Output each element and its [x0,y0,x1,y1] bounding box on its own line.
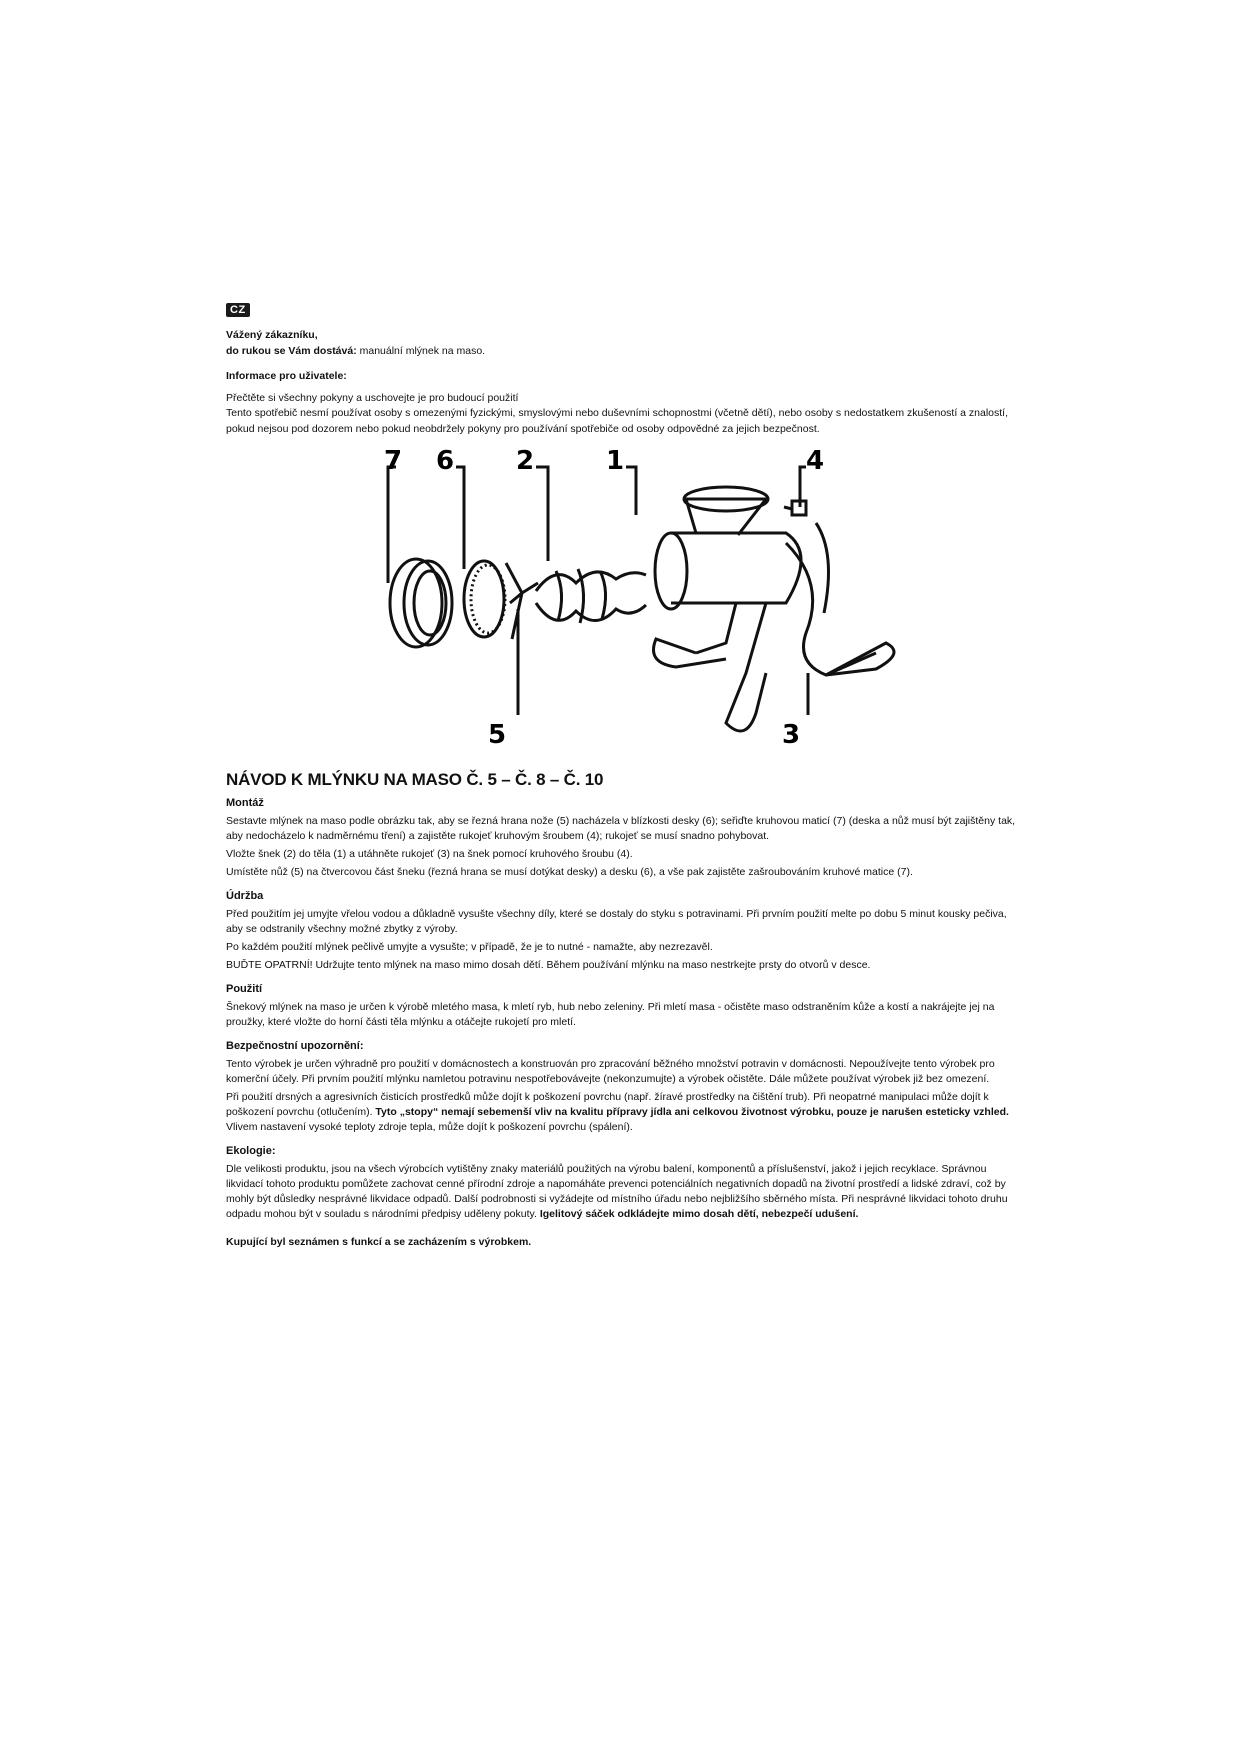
ekologie-p1-start: Dle velikosti produktu, jsou na všech výrobcích vytištěny znaky materiálů použitých na výrobu balení, komponentů a příslušenství, jakož i jejich recyklace. Správnou likvidací tohoto produktu pomůžete zachovat cenné přírodní zdroje a napomáháte prevenci potenciálních negativních dopadů na životní prostředí a lidské zdraví, což by mohly být důsledky nesprávné likvidace odpadů. Další podrobnosti si vyžádejte od místního úřadu nebo nejbližšího sběrného místa. Při nesprávné likvidaci tohoto druhu odpadu mohou být v souladu s národními předpisy uděleny pokuty. [226,1163,1008,1220]
worm-screw-part [536,569,646,623]
ekologie-p1-bold: Igelitový sáček odkládejte mimo dosah dětí, nebezpečí udušení. [539,1208,859,1220]
label-4: 4 [806,446,825,476]
ekologie-paragraph-1 [226,1162,1026,1222]
language-badge: CZ [226,303,250,317]
callout-line-6 [456,467,464,569]
manual-page [226,300,1026,1251]
perforated-plate-part [464,561,505,637]
bezpecnost-paragraph-1: Tento výrobek je určen výhradně pro použití v domácnostech a konstruován pro zpracování běžného množství potravin v domácnosti. Nepoužívejte tento výrobek pro komerční účely. Při prvním použití mlýnku namletou potravinu nespotřebovávejte (nekonzumujte) a výrobek očistěte. Dále můžete používat výrobek již bez omezení. [226,1058,995,1085]
info-line-2: Tento spotřebič nesmí používat osoby s omezenými fyzickými, smyslovými nebo duševními schopnostmi (včetně dětí), nebo osoby s nedostatkem zkušeností a znalostí, pokud nejsou pod dozorem nebo pokud neobdržely pokyny pro používání spotřebiče od osoby odpovědné za jejich bezpečnost. [226,407,1009,435]
grinder-body-part [654,487,802,731]
pouziti-paragraph-1: Šnekový mlýnek na maso je určen k výrobě mletého masa, k mletí ryb, hub nebo zeleniny. Při mletí masa - očistěte maso odstraněním kůže a kostí a nakrájejte jej na proužky, které vložte do horní části těla mlýnku a otáčejte rukojetí pro mletí. [226,1001,995,1028]
intro-rest: manuální mlýnek na maso. [356,344,486,357]
intro-line [226,344,1026,360]
ring-nut-part [390,559,452,647]
bezpecnost-paragraph-2 [226,1090,1026,1135]
label-6: 6 [436,446,455,476]
callout-line-1 [626,467,636,515]
label-2: 2 [516,446,535,476]
montaz-paragraph-3: Umístěte nůž (5) na čtvercovou část šneku (řezná hrana se musí dotýkat desky) a desku (6), a vše pak zajistěte zašroubováním kruhové matice (7). [226,866,913,878]
bezpecnost-heading: Bezpečnostní upozornění: [226,1040,364,1052]
label-7: 7 [384,446,403,476]
info-line-1: Přečtěte si všechny pokyny a uschovejte je pro budoucí použití [226,391,519,404]
udrzba-paragraph-2: Po každém použití mlýnek pečlivě umyjte a vysušte; v případě, že je to nutné - namažte, aby nezrezavěl. [226,941,713,953]
crank-handle-part [784,501,894,675]
main-title: NÁVOD K MLÝNKU NA MASO Č. 5 – Č. 8 – Č. 10 [226,770,604,789]
montaz-paragraph-2: Vložte šnek (2) do těla (1) a utáhněte rukojeť (3) na šnek pomocí kruhového šroubu (4). [226,848,633,860]
montaz-heading: Montáž [226,797,264,809]
label-1: 1 [606,446,625,476]
greeting: Vážený zákazníku, [226,329,318,341]
label-3: 3 [782,720,801,750]
label-5: 5 [488,720,507,750]
closing-statement: Kupující byl seznámen s funkcí a se zacházením s výrobkem. [226,1236,532,1248]
bezpecnost-p2-start: Při použití drsných a agresivních čisticích prostředků může dojít k poškození povrchu (např. žíravé prostředky na čištění trub). Při neopatrné manipulaci může dojít k poškození povrchu (otlučením). [226,1091,989,1118]
knife-part [506,563,538,639]
montaz-paragraph-1: Sestavte mlýnek na maso podle obrázku tak, aby se řezná hrana nože (5) nacházela v blízkosti desky (6); seřiďte kruhovou maticí (7) (deska a nůž musí být zajištěny tak, aby nedocházelo k nadměrnému tření) a zajistěte rukojeť kruhovým šroubem (4); rukojeť se musí snadno pohybovat. [226,815,1016,842]
info-heading: Informace pro uživatele: [226,370,347,382]
udrzba-paragraph-3: BUĎTE OPATRNÍ! Udržujte tento mlýnek na maso mimo dosah dětí. Během používání mlýnku na maso nestrkejte prsty do otvorů v desce. [226,959,871,971]
intro-bold: do rukou se Vám dostává: [226,344,357,357]
callout-line-7 [388,467,396,583]
udrzba-paragraph-1: Před použitím jej umyjte vřelou vodou a důkladně vysušte všechny díly, které se dostaly do styku s potravinami. Při prvním použití melte po dobu 5 minut kousky pečiva, aby se odstranily všechny možné zbytky z výroby. [226,908,1007,935]
bezpecnost-p2-end: Vlivem nastavení vysoké teploty zdroje tepla, může dojít k poškození povrchu (spálení). [226,1121,633,1133]
udrzba-heading: Údržba [226,890,264,902]
pouziti-heading: Použití [226,983,263,995]
meat-grinder-illustration [226,443,1026,761]
meat-grinder-diagram [226,443,1026,761]
ekologie-heading: Ekologie: [226,1145,276,1157]
callout-line-2 [536,467,548,561]
bezpecnost-p2-bold: Tyto „stopy“ nemají sebemenší vliv na kvalitu přípravy jídla ani celkovou životnost výrobku, pouze je narušen esteticky vzhled. [375,1106,1009,1118]
